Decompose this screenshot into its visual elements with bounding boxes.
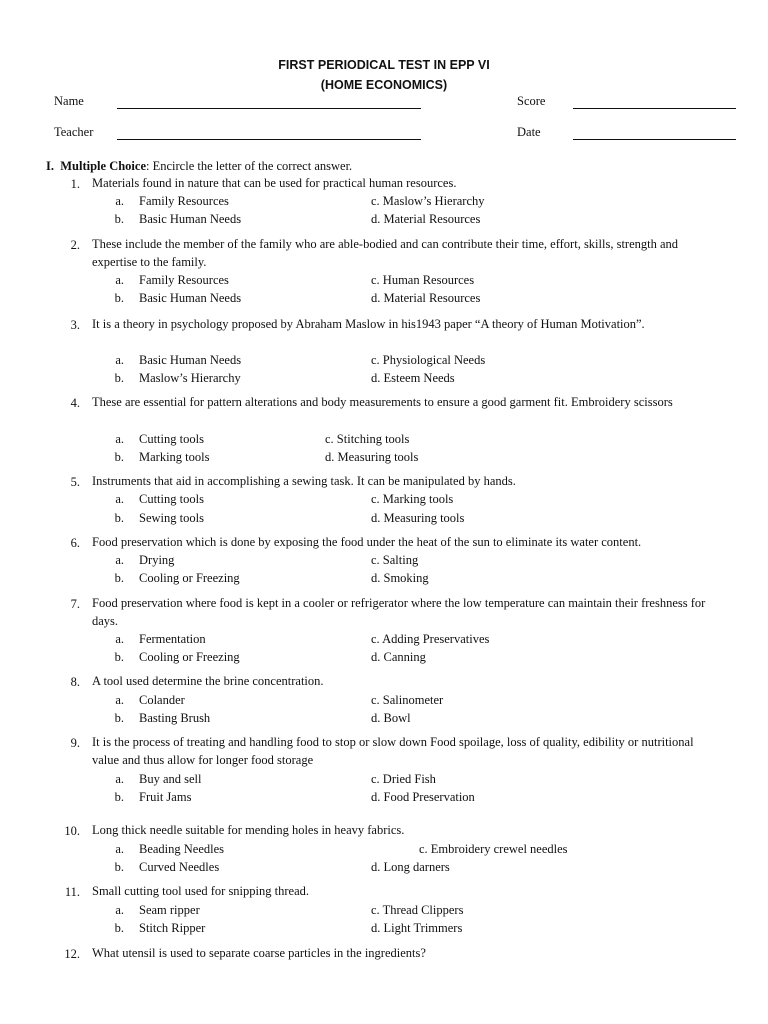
question-number: 2. <box>70 238 80 252</box>
option-d[interactable]: d. Bowl <box>371 711 411 725</box>
question-text: Materials found in nature that can be used for practical human resources. <box>92 176 457 190</box>
option-b[interactable]: Sewing tools <box>139 511 204 525</box>
option-b[interactable]: Basting Brush <box>139 711 211 725</box>
option-d[interactable]: d. Long darners <box>371 860 450 874</box>
question-number: 11. <box>64 885 80 899</box>
option-b-letter: b. <box>114 450 124 464</box>
option-a[interactable]: Beading Needles <box>139 842 225 856</box>
option-a[interactable]: Fermentation <box>139 632 206 646</box>
option-b[interactable]: Basic Human Needs <box>139 291 242 305</box>
option-a[interactable]: Cutting tools <box>139 432 204 446</box>
option-b[interactable]: Maslow’s Hierarchy <box>139 371 241 385</box>
question-number: 10. <box>64 824 80 838</box>
option-a[interactable]: Family Resources <box>139 194 229 208</box>
option-d[interactable]: d. Material Resources <box>371 291 481 305</box>
option-a-letter: a. <box>115 693 124 707</box>
option-b[interactable]: Fruit Jams <box>139 790 192 804</box>
option-a-letter: a. <box>115 194 124 208</box>
option-a[interactable]: Drying <box>139 553 175 567</box>
option-b-letter: b. <box>114 511 124 525</box>
question-number: 3. <box>70 318 80 332</box>
option-a-letter: a. <box>115 492 124 506</box>
question-number: 6. <box>70 536 80 550</box>
option-b-letter: b. <box>114 650 124 664</box>
option-b[interactable]: Cooling or Freezing <box>139 571 240 585</box>
option-b-letter: b. <box>114 291 124 305</box>
option-c[interactable]: c. Marking tools <box>371 492 454 506</box>
option-c[interactable]: c. Human Resources <box>371 273 475 287</box>
question-text: What utensil is used to separate coarse particles in the ingredients? <box>92 946 426 960</box>
option-d[interactable]: d. Measuring tools <box>325 450 419 464</box>
option-a-letter: a. <box>115 772 124 786</box>
question-text: Long thick needle suitable for mending holes in heavy fabrics. <box>92 823 405 837</box>
name-field-line[interactable] <box>117 108 421 109</box>
section-heading: Multiple Choice <box>60 159 147 173</box>
question-text: A tool used determine the brine concentration. <box>92 674 324 688</box>
document-subtitle: (HOME ECONOMICS) <box>320 78 448 92</box>
section-instruction <box>46 158 352 174</box>
question-number: 1. <box>70 177 80 191</box>
option-d[interactable]: d. Smoking <box>371 571 429 585</box>
option-a[interactable]: Seam ripper <box>139 903 200 917</box>
option-c[interactable]: c. Physiological Needs <box>371 353 486 367</box>
option-b[interactable]: Stitch Ripper <box>139 921 206 935</box>
option-d[interactable]: d. Material Resources <box>371 212 481 226</box>
option-b[interactable]: Marking tools <box>139 450 210 464</box>
option-c[interactable]: c. Thread Clippers <box>371 903 464 917</box>
option-a-letter: a. <box>115 353 124 367</box>
option-a-letter: a. <box>115 632 124 646</box>
question-text: Food preservation which is done by exposing the food under the heat of the sun to eliminate its water content. <box>92 535 642 549</box>
section-instruction-text: : Encircle the letter of the correct answer. <box>146 159 353 173</box>
option-b-letter: b. <box>114 921 124 935</box>
option-c[interactable]: c. Adding Preservatives <box>371 632 490 646</box>
question-text: Small cutting tool used for snipping thread. <box>92 884 309 898</box>
option-c[interactable]: c. Stitching tools <box>325 432 410 446</box>
question-text: Food preservation where food is kept in a cooler or refrigerator where the low temperature can maintain their freshness for days. <box>92 596 706 628</box>
section-numeral: I. <box>46 159 54 173</box>
score-field-line[interactable] <box>573 108 736 109</box>
option-b[interactable]: Cooling or Freezing <box>139 650 240 664</box>
option-d[interactable]: d. Light Trimmers <box>371 921 463 935</box>
option-b-letter: b. <box>114 571 124 585</box>
option-a[interactable]: Family Resources <box>139 273 229 287</box>
question-text: These include the member of the family who are able-bodied and can contribute their time, effort, skills, strength and expertise to the family. <box>92 237 679 269</box>
question-text: These are essential for pattern alterations and body measurements to ensure a good garment fit. Embroidery scissors <box>92 395 673 409</box>
question-number: 12. <box>64 947 80 961</box>
question-number: 7. <box>70 597 80 611</box>
option-a[interactable]: Cutting tools <box>139 492 204 506</box>
option-a-letter: a. <box>115 273 124 287</box>
question-number: 8. <box>70 675 80 689</box>
name-label: Name <box>54 94 84 108</box>
question-text: It is the process of treating and handling food to stop or slow down Food spoilage, loss of quality, edibility or nutritional value and thus allow for longer food storage <box>92 735 694 767</box>
option-d[interactable]: d. Esteem Needs <box>371 371 455 385</box>
teacher-field-line[interactable] <box>117 139 421 140</box>
option-a[interactable]: Colander <box>139 693 185 707</box>
question-text: Instruments that aid in accomplishing a sewing task. It can be manipulated by hands. <box>92 474 516 488</box>
option-b-letter: b. <box>114 212 124 226</box>
option-c[interactable]: c. Embroidery crewel needles <box>419 842 568 856</box>
question-number: 5. <box>70 475 80 489</box>
option-a-letter: a. <box>115 903 124 917</box>
question-number: 4. <box>70 396 80 410</box>
option-a[interactable]: Basic Human Needs <box>139 353 242 367</box>
date-label: Date <box>517 125 541 139</box>
option-d[interactable]: d. Food Preservation <box>371 790 475 804</box>
document-title: FIRST PERIODICAL TEST IN EPP VI <box>278 58 490 72</box>
option-d[interactable]: d. Measuring tools <box>371 511 465 525</box>
option-b-letter: b. <box>114 860 124 874</box>
teacher-label: Teacher <box>54 125 94 139</box>
option-b-letter: b. <box>114 711 124 725</box>
option-d[interactable]: d. Canning <box>371 650 426 664</box>
option-b[interactable]: Basic Human Needs <box>139 212 242 226</box>
option-a-letter: a. <box>115 432 124 446</box>
option-a[interactable]: Buy and sell <box>139 772 202 786</box>
option-c[interactable]: c. Salinometer <box>371 693 444 707</box>
question-text: It is a theory in psychology proposed by Abraham Maslow in his1943 paper “A theory of Human Motivation”. <box>92 317 645 331</box>
option-b-letter: b. <box>114 371 124 385</box>
option-c[interactable]: c. Salting <box>371 553 419 567</box>
date-field-line[interactable] <box>573 139 736 140</box>
option-a-letter: a. <box>115 553 124 567</box>
option-b-letter: b. <box>114 790 124 804</box>
question-number: 9. <box>70 736 80 750</box>
option-b[interactable]: Curved Needles <box>139 860 220 874</box>
option-c[interactable]: c. Maslow’s Hierarchy <box>371 194 485 208</box>
score-label: Score <box>517 94 546 108</box>
option-a-letter: a. <box>115 842 124 856</box>
option-c[interactable]: c. Dried Fish <box>371 772 436 786</box>
